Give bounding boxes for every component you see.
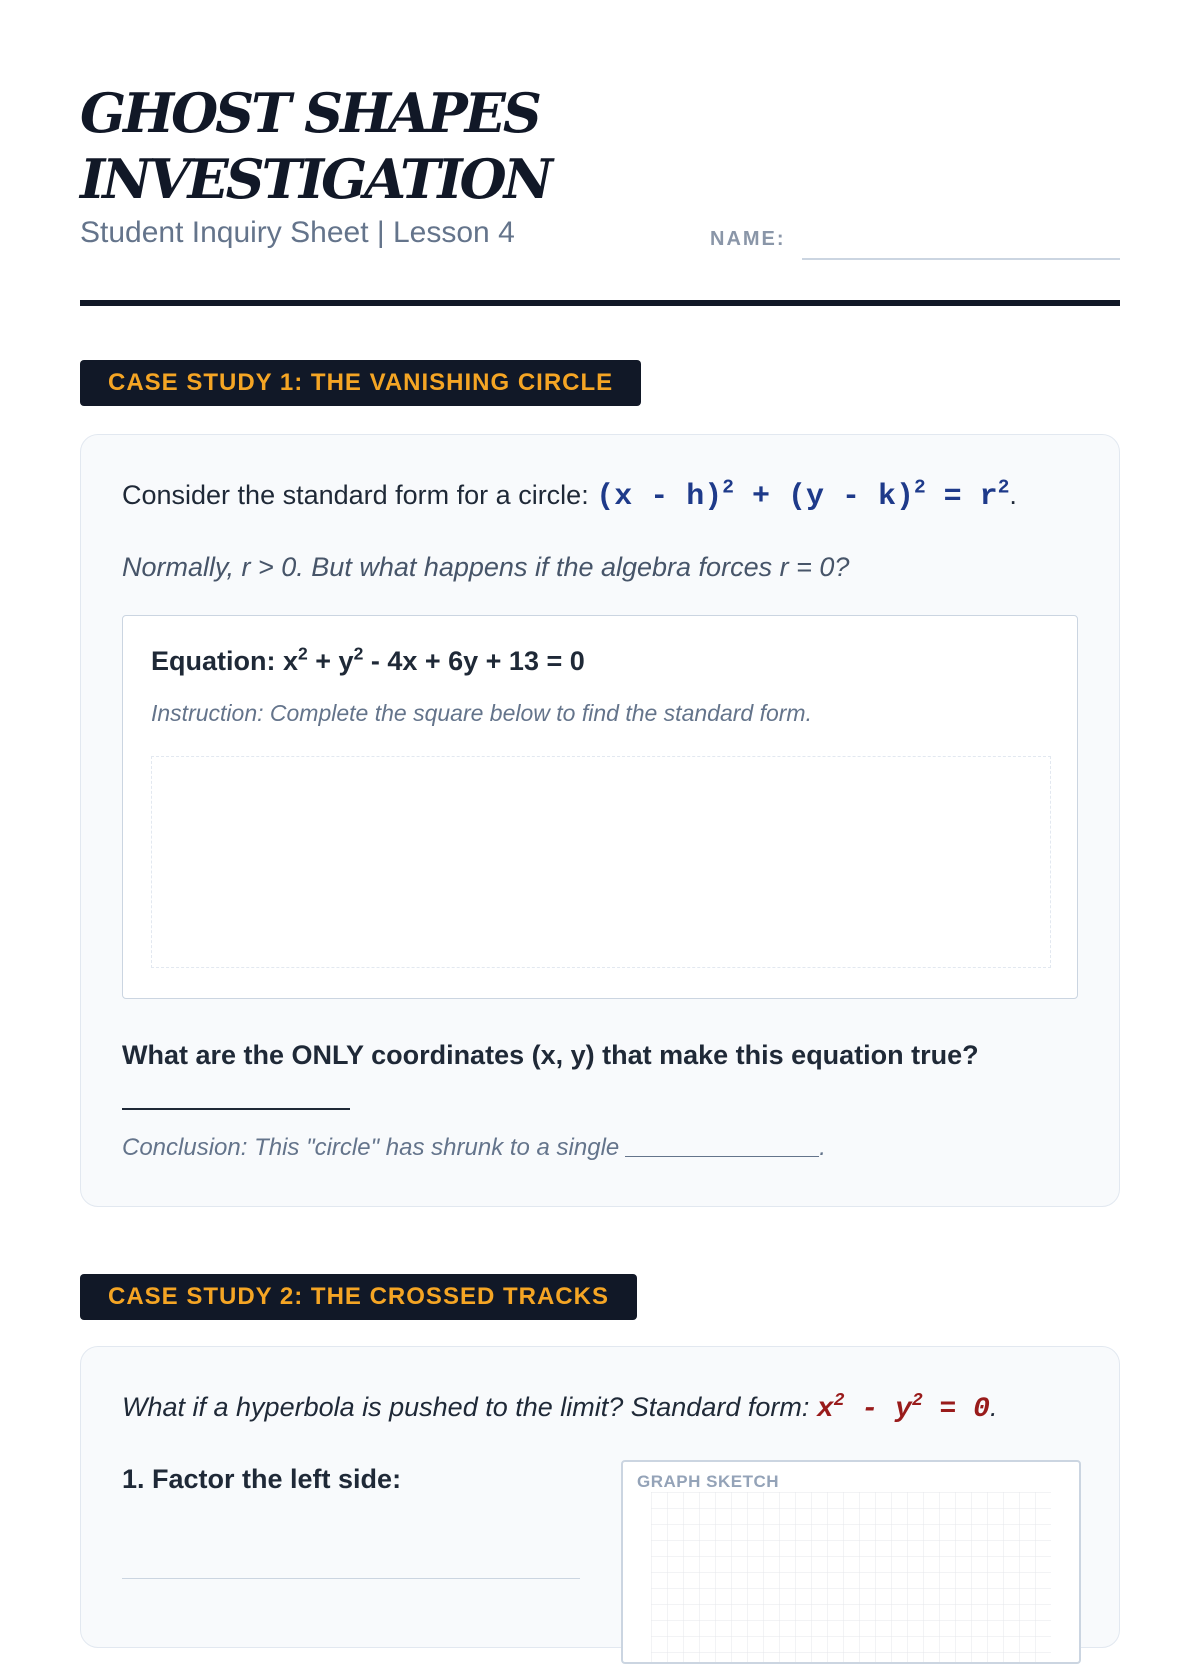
case-study-1-badge: CASE STUDY 1: THE VANISHING CIRCLE <box>80 360 641 406</box>
factor-step-label: 1. Factor the left side: <box>122 1464 402 1494</box>
factor-answer-line[interactable] <box>122 1578 580 1579</box>
name-label: NAME: <box>710 228 786 250</box>
graph-sketch-label: GRAPH SKETCH <box>637 1472 780 1491</box>
equation-title: Equation: $x^2 + y^2 - 4x + 6y + 13 = 0$ <box>151 643 585 676</box>
graph-sketch-box[interactable] <box>621 1460 1081 1664</box>
complete-square-work-area[interactable] <box>151 756 1051 968</box>
case-study-2-badge: CASE STUDY 2: THE CROSSED TRACKS <box>80 1274 637 1320</box>
name-field-line[interactable] <box>802 258 1120 260</box>
circle-standard-formula: $(x - h)^2 + (y - k)^2 = r^2$ <box>596 476 1010 514</box>
header-divider <box>80 300 1120 306</box>
radius-note: Normally, r > 0. But what happens if the algebra forces r = 0? <box>122 552 850 582</box>
circle-intro-label: Consider the standard form for a circle: <box>122 480 597 510</box>
title-line-1: GHOST SHAPES <box>80 81 539 145</box>
hyperbola-formula: $x^2 - y^2 = 0$ <box>816 1391 990 1425</box>
equation-box <box>122 615 1078 999</box>
worksheet-subtitle: Student Inquiry Sheet | Lesson 4 <box>80 216 515 249</box>
worksheet-title <box>80 80 550 212</box>
equation-instruction: Instruction: Complete the square below to find the standard form. <box>151 700 812 726</box>
coordinates-question: What are the ONLY coordinates (x, y) that make this equation true? <box>122 1040 979 1070</box>
hyperbola-intro-text: What if a hyperbola is pushed to the limit? Standard form: $x^2 - y^2 = 0$. <box>122 1391 998 1425</box>
circle-intro-text: Consider the standard form for a circle: $(x - h)^2 + (y - k)^2 = r^2$. <box>122 476 1017 514</box>
title-line-2: INVESTIGATION <box>80 147 551 211</box>
conclusion-blank[interactable] <box>625 1156 819 1157</box>
graph-grid <box>651 1492 1051 1662</box>
conclusion-text: Conclusion: This "circle" has shrunk to a single . <box>122 1134 826 1161</box>
coordinates-answer-line[interactable] <box>122 1108 350 1110</box>
